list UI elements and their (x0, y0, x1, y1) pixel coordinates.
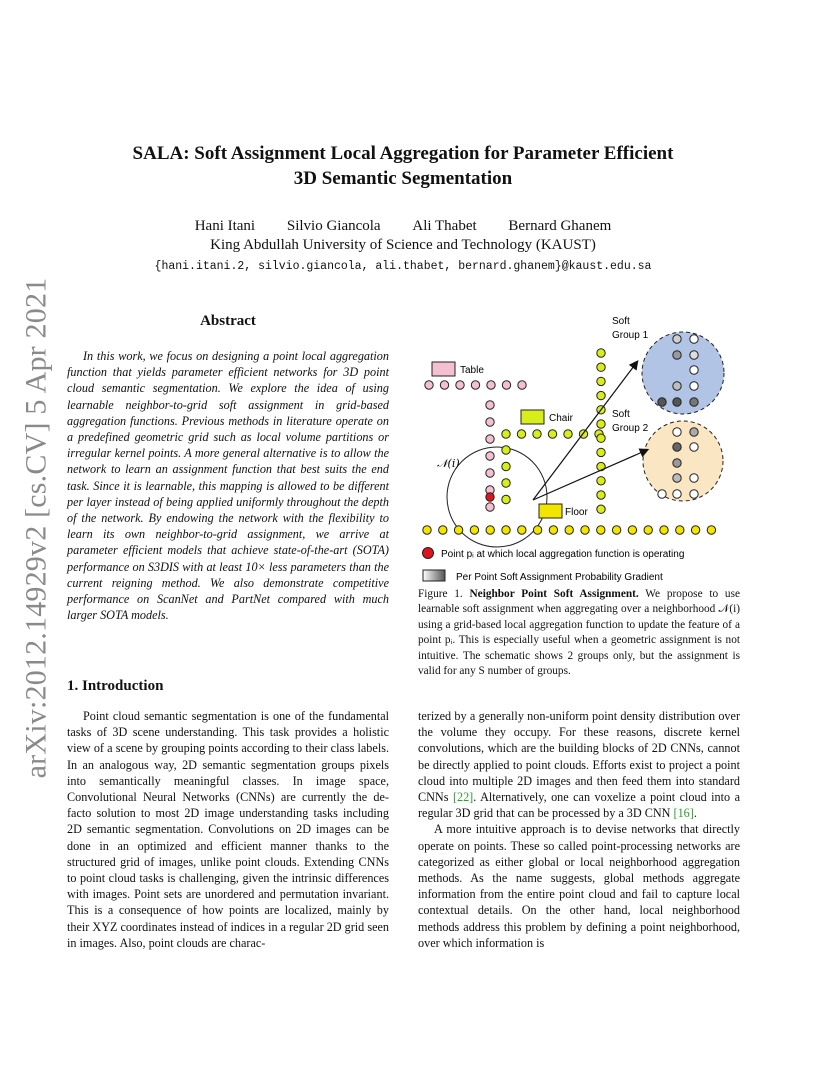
floor-point (454, 526, 462, 534)
chair-point (502, 462, 510, 470)
chair-point (597, 363, 605, 371)
author: Ali Thabet (412, 218, 477, 234)
group-1-point (690, 351, 698, 359)
soft-group-1-region (642, 332, 724, 414)
floor-point (581, 526, 589, 534)
legend-gradient-text: Per Point Soft Assignment Probability Gradient (456, 572, 663, 583)
soft-group-1-label: Soft (612, 316, 630, 327)
group-1-point (673, 351, 681, 359)
group-1-point (673, 335, 681, 343)
floor-legend-box (539, 504, 562, 518)
group-1-point (658, 398, 666, 406)
group-2-point (690, 443, 698, 451)
table-point (502, 381, 510, 389)
chair-point (564, 430, 572, 438)
arrow-to-group-2 (533, 450, 647, 500)
author: Silvio Giancola (286, 218, 381, 234)
table-legend-box (432, 362, 455, 376)
chair-point (502, 446, 510, 454)
group-2-point (690, 490, 698, 498)
author: Hani Itani (194, 218, 256, 234)
table-label: Table (460, 365, 484, 376)
intro-right-column (418, 708, 740, 951)
floor-point (691, 526, 699, 534)
citation-link[interactable]: [16] (673, 806, 694, 821)
group-1-point (690, 366, 698, 374)
figure-caption: Figure 1. Neighbor Point Soft Assignment. We propose to use learnable soft assignment when aggregating over a neighborhood 𝒩(i) using a grid-based local aggregation function to update the feature of a point pᵢ. This is especially useful when a geometric assignment is not intuitive. The schematic shows 2 groups only, but the assignment is valid for any S number of groups. (418, 588, 740, 678)
group-1-point (673, 382, 681, 390)
group-2-point (690, 474, 698, 482)
table-point (486, 418, 494, 426)
floor-point (660, 526, 668, 534)
gradient-legend-bar (423, 570, 445, 581)
arxiv-stamp: arXiv:2012.14929v2 [cs.CV] 5 Apr 2021 (19, 277, 52, 779)
soft-group-1-label: Group 1 (612, 330, 649, 341)
intro-left-column (67, 708, 389, 951)
table-point (471, 381, 479, 389)
title-line-2: 3D Semantic Segmentation (293, 168, 513, 189)
neighborhood-label: 𝒩(i) (437, 457, 460, 470)
floor-point (707, 526, 715, 534)
chair-point (597, 420, 605, 428)
caption-title: Neighbor Point Soft Assignment. (469, 588, 639, 600)
chair-point (597, 377, 605, 385)
group-2-point (658, 490, 666, 498)
group-1-point (690, 398, 698, 406)
table-point (486, 503, 494, 511)
table-point (487, 381, 495, 389)
floor-point (470, 526, 478, 534)
group-2-point (673, 459, 681, 467)
group-2-point (673, 474, 681, 482)
legend-point-text: Point pᵢ at which local aggregation function is operating (441, 549, 685, 560)
group-1-point (673, 398, 681, 406)
floor-point (628, 526, 636, 534)
chair-point (502, 430, 510, 438)
floor-point (486, 526, 494, 534)
author-emails: {hani.itani.2, silvio.giancola, ali.thabet, bernard.ghanem}@kaust.edu.sa (154, 260, 652, 273)
floor-point (439, 526, 447, 534)
floor-point (423, 526, 431, 534)
floor-point (502, 526, 510, 534)
operating-point (486, 493, 494, 501)
floor-point (597, 526, 605, 534)
chair-point (597, 491, 605, 499)
figure-neighbor-soft-assignment (415, 310, 745, 588)
table-point (486, 452, 494, 460)
intro-paragraph-2: A more intuitive approach is to devise networks that directly operate on points. These so called point-processing networks are categorized as either global or local neighborhood aggregation methods. As the name suggests, global methods aggregate information from the entire point cloud and fail to capture local contextual details. On the other hand, local neighborhood methods address this problem by defining a point neighborhood, over which information is (418, 822, 740, 950)
table-point (486, 401, 494, 409)
introduction-heading: 1. Introduction (67, 678, 164, 694)
soft-group-2-label: Group 2 (612, 423, 649, 434)
soft-group-2-region (643, 421, 723, 501)
chair-point (597, 349, 605, 357)
chair-point (597, 448, 605, 456)
table-point (456, 381, 464, 389)
group-2-point (690, 428, 698, 436)
chair-legend-box (521, 410, 544, 424)
chair-point (597, 477, 605, 485)
author-list (80, 218, 726, 235)
floor-label: Floor (565, 507, 588, 518)
chair-point (597, 391, 605, 399)
floor-point (676, 526, 684, 534)
floor-point (533, 526, 541, 534)
group-1-point (690, 335, 698, 343)
chair-point (597, 434, 605, 442)
table-point (425, 381, 433, 389)
chair-label: Chair (549, 413, 573, 424)
chair-point (517, 430, 525, 438)
table-point (486, 435, 494, 443)
floor-point (549, 526, 557, 534)
chair-point (548, 430, 556, 438)
table-point (440, 381, 448, 389)
floor-point (644, 526, 652, 534)
title-line-1: SALA: Soft Assignment Local Aggregation for Parameter Efficient (132, 143, 674, 164)
table-point (486, 469, 494, 477)
author: Bernard Ghanem (508, 218, 612, 234)
group-1-point (690, 382, 698, 390)
abstract-text: In this work, we focus on designing a point local aggregation function that yields parameter efficient networks for 3D point cloud semantic segmentation. We explore the idea of using learnable neighbor-to-grid soft assignment in grid-based aggregation functions. Previous methods in literature operate on a predefined geometric grid such as local volume partitions or irregular kernel points. A more general alternative is to allow the network to learn an assignment function that best suits the end task. Since it is learnable, this mapping is allowed to be different per layer instead of being applied uniformly throughout the depth of the network. By endowing the network with the flexibility to learn its own neighbor-to-grid assignment, we arrive at parameter efficient models that achieve state-of-the-art (SOTA) performance on S3DIS with at least 10× less parameters than the current reigning method. We also demonstrate competitive performance on ScanNet and PartNet compared with much larger SOTA models. (67, 349, 389, 623)
red-point-icon (423, 548, 434, 559)
floor-point (565, 526, 573, 534)
floor-point (612, 526, 620, 534)
citation-link[interactable]: [22] (452, 790, 474, 805)
affiliation: King Abdullah University of Science and Technology (KAUST) (210, 237, 596, 253)
floor-point (518, 526, 526, 534)
table-point (518, 381, 526, 389)
chair-point (533, 430, 541, 438)
chair-point (597, 505, 605, 513)
chair-point (502, 479, 510, 487)
group-2-point (673, 490, 681, 498)
paper-title (80, 141, 726, 191)
chair-point (502, 495, 510, 503)
intro-paragraph-continued: terized by a generally non-uniform point density distribution over the volume they occupy. For these reasons, discrete kernel convolutions, which are the building blocks of 2D CNNs, cannot be directly applied to point clouds. Efforts exist to project a point cloud into multiple 2D images and then feed them into standard CNNs [22]. Alternatively, one can voxelize a point cloud into a regular 3D grid that can be processed by a 3D CNN [16]. (418, 709, 740, 821)
intro-paragraph-1: Point cloud semantic segmentation is one of the fundamental tasks of 3D scene understanding. This task provides a holistic view of a scene by grouping points according to their class labels. In an analogous way, 2D semantic segmentation groups pixels into semantically meaningful classes. In image space, Convolutional Neural Networks (CNNs) are currently the de-facto solution to most 2D image understanding tasks including 2D semantic segmentation. Convolutions on 2D images can be done in an optimized and efficient manner thanks to the structured grid of images, unlike point clouds. Extending CNNs to point cloud tasks is challenging, given the intrinsic differences with images. Point sets are unordered and permutation invariant. This is a consequence of how points are localized, mainly by their XYZ coordinates instead of indices in a regular 2D grid seen in images. Also, point clouds are charac- (67, 709, 389, 950)
group-2-point (673, 428, 681, 436)
soft-group-2-label: Soft (612, 409, 630, 420)
abstract-heading: Abstract (200, 313, 256, 329)
group-2-point (673, 443, 681, 451)
